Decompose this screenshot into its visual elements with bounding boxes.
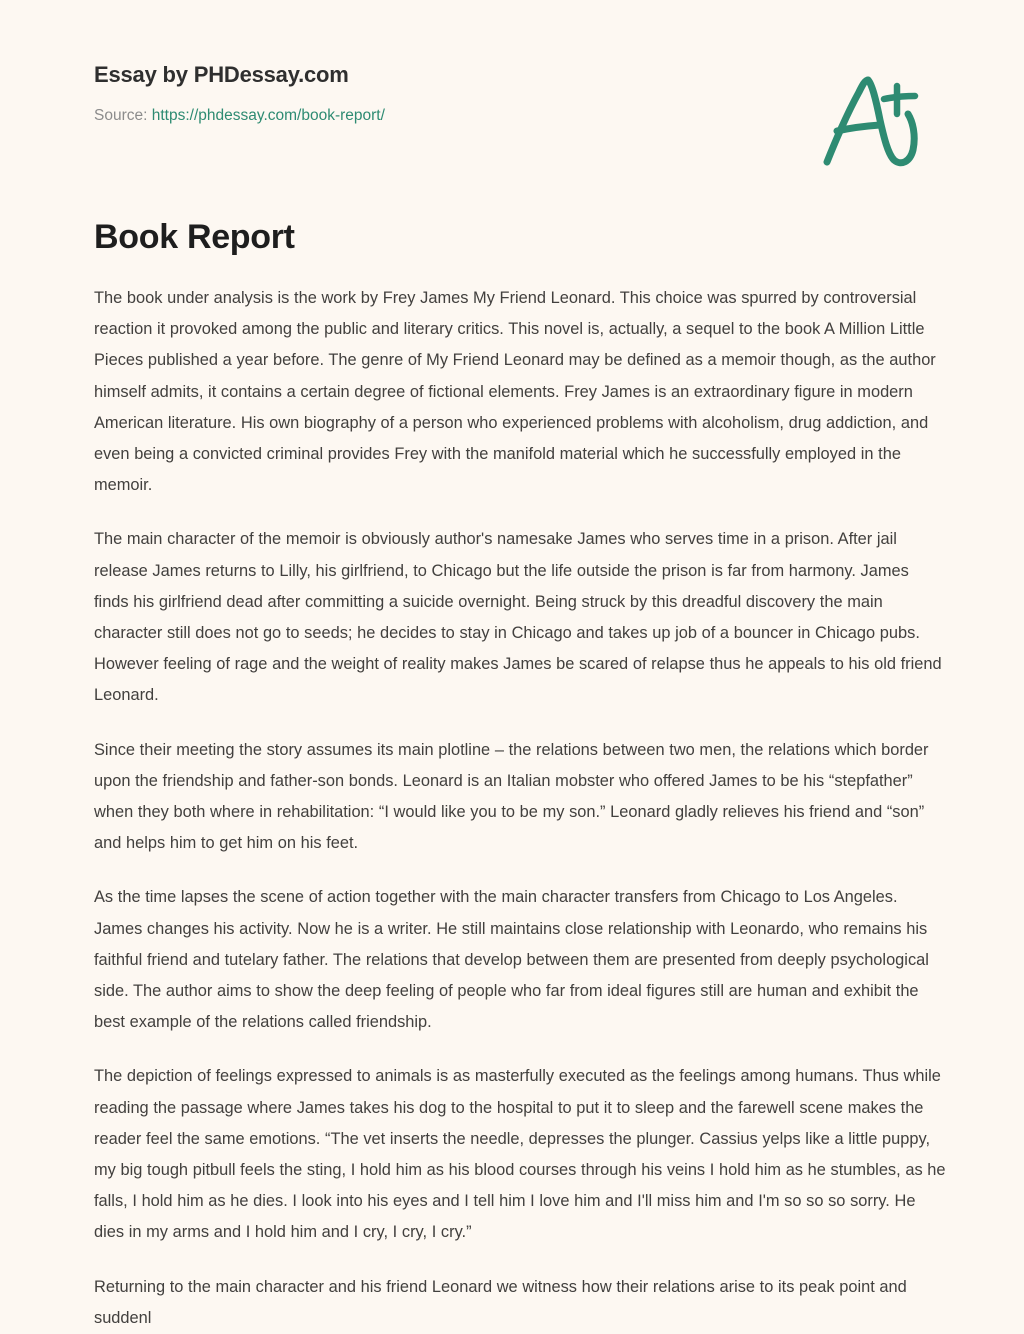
brand-title: Essay by PHDessay.com [94, 62, 349, 87]
aplus-logo-icon [818, 70, 928, 170]
paragraph: Returning to the main character and his friend Leonard we witness how their relations arise to its peak point and suddenl [94, 1277, 907, 1327]
aplus-logo [818, 70, 928, 170]
paragraph: Since their meeting the story assumes its main plotline – the relations between two men, the relations which border upon the friendship and father-son bonds. Leonard is an Italian mobster who offered James to be his “stepfather” when they both where in rehabilitation: “I would like you to be my son.” Leonard gladly relieves his friend and “son” and helps him to get him on his feet. [94, 740, 929, 853]
paragraph: The depiction of feelings expressed to animals is as masterfully executed as the feelings among humans. Thus while reading the passage where James takes his dog to the hospital to put it to sleep and the farewell scene makes the reader feel the same emotions. “The vet inserts the needle, depresses the plunger. Cassius yelps like a little puppy, my big tough pitbull feels the sting, I hold him as his blood courses through his veins I hold him as he stumbles, as he falls, I hold him as he dies. I look into his eyes and I tell him I love him and I'll miss him and I'm so so so sorry. He dies in my arms and I hold him and I cry, I cry, I cry.” [94, 1067, 946, 1242]
paragraph: As the time lapses the scene of action together with the main character transfers from Chicago to Los Angeles. James changes his activity. Now he is a writer. He still maintains close relationship with Leonardo, who remains his faithful friend and tutelary father. The relations that develop between them are presented from deeply psychological side. The author aims to show the deep feeling of people who far from ideal figures still are human and exhibit the best example of the relations called friendship. [94, 888, 929, 1032]
page-header [94, 62, 794, 126]
essay-body [94, 283, 946, 1334]
source-line [94, 88, 794, 126]
page-title: Book Report [94, 218, 295, 256]
source-url-link[interactable]: https://phdessay.com/book-report/ [151, 107, 385, 125]
paragraph: The book under analysis is the work by Frey James My Friend Leonard. This choice was spurred by controversial reaction it provoked among the public and literary critics. This novel is, actually, a sequel to the book A Million Little Pieces published a year before. The genre of My Friend Leonard may be defined as a memoir though, as the author himself admits, it contains a certain degree of fictional elements. Frey James is an extraordinary figure in modern American literature. His own biography of a person who experienced problems with alcoholism, drug addiction, and even being a convicted criminal provides Frey with the manifold material which he successfully employed in the memoir. [94, 289, 936, 495]
paragraph: The main character of the memoir is obviously author's namesake James who serves time in a prison. After jail release James returns to Lilly, his girlfriend, to Chicago but the life outside the prison is far from harmony. James finds his girlfriend dead after committing a suicide overnight. Being struck by this dreadful discovery the main character still does not go to seeds; he decides to stay in Chicago and takes up job of a bouncer in Chicago pubs. However feeling of rage and the weight of reality makes James be scared of relapse thus he appeals to his old friend Leonard. [94, 530, 942, 705]
source-label: Source: [94, 107, 148, 125]
